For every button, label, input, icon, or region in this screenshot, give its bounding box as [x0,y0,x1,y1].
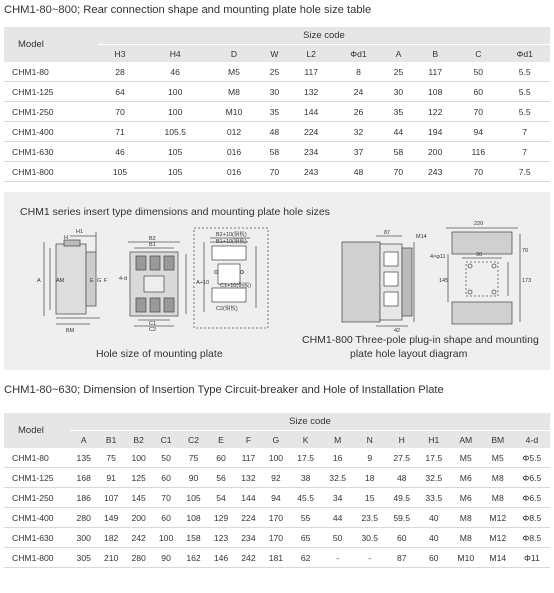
value-cell: 107 [97,488,124,508]
value-cell: 016 [208,162,259,182]
column-header: H1 [418,431,450,449]
size-code-header: Size code [98,27,550,45]
value-cell: 90 [152,548,179,568]
value-cell: 132 [289,82,333,102]
value-cell: 32.5 [418,468,450,488]
model-cell: CHM1-400 [4,508,70,528]
column-header: H4 [142,45,208,63]
table-row [4,162,550,182]
value-cell: 170 [262,528,289,548]
table-row [4,142,550,162]
column-header: A [70,431,97,449]
label-c1-10: C1+10(铜板) [220,283,252,289]
value-cell: 7 [499,142,550,162]
value-cell: 7.5 [499,162,550,182]
value-cell: 40 [418,528,450,548]
value-cell: 60 [418,548,450,568]
label-phi11: 4×φ11 [430,254,446,260]
value-cell: 108 [413,82,457,102]
value-cell: 70 [260,162,289,182]
value-cell: 30 [384,82,413,102]
label-am: AM [56,278,65,284]
value-cell: 8 [333,62,384,82]
value-cell: 70 [152,488,179,508]
value-cell: M8 [482,488,514,508]
table-row [4,62,550,82]
label-42: 42 [394,328,401,334]
model-cell: CHM1-80 [4,448,70,468]
value-cell: 30 [260,82,289,102]
value-cell: 116 [457,142,499,162]
value-cell: 305 [70,548,97,568]
column-header: H3 [98,45,142,63]
value-cell: M5 [450,448,482,468]
value-cell: 5.5 [499,102,550,122]
value-cell: 58 [384,142,413,162]
label-b1: B1 [149,242,156,248]
value-cell: 170 [262,508,289,528]
value-cell: 210 [97,548,124,568]
label-bm: BM [66,328,75,334]
figure-title: CHM1 series insert type dimensions and mounting plate hole sizes [20,206,330,218]
value-cell: 5.5 [499,82,550,102]
value-cell: 012 [208,122,259,142]
value-cell: 158 [180,528,207,548]
dimension-figure-panel [4,192,550,370]
column-header: C [457,45,499,63]
value-cell: 32 [333,122,384,142]
value-cell: Φ8.5 [514,528,550,548]
value-cell: 60 [152,468,179,488]
label-c2: C2 [149,327,157,333]
value-cell: - [322,548,354,568]
value-cell: 125 [125,468,152,488]
column-header: A [384,45,413,63]
value-cell: M5 [482,448,514,468]
value-cell: 27.5 [386,448,418,468]
column-header: K [290,431,322,449]
value-cell: 70 [98,102,142,122]
value-cell: M8 [482,468,514,488]
value-cell: 62 [290,548,322,568]
label-b1-10: B1+10(铜板) [216,239,247,245]
value-cell: 92 [262,468,289,488]
chm1-800-side-drawing [342,236,414,326]
model-cell: CHM1-400 [4,122,98,142]
value-cell: 45.5 [290,488,322,508]
rear-connection-table [4,27,550,182]
value-cell: 58 [260,142,289,162]
label-b2-10: B2+10(铜板) [216,232,247,238]
value-cell: 243 [413,162,457,182]
value-cell: 55 [290,508,322,528]
value-cell: 108 [180,508,207,528]
label-220: 220 [474,221,484,227]
column-header: 4-d [514,431,550,449]
value-cell: 117 [235,448,262,468]
value-cell: 33.5 [418,488,450,508]
value-cell: 122 [413,102,457,122]
insertion-dimension-table [4,413,550,568]
value-cell: 34 [322,488,354,508]
value-cell: 94 [457,122,499,142]
value-cell: 15 [354,488,386,508]
value-cell: 105 [142,142,208,162]
value-cell: M10 [450,548,482,568]
value-cell: 234 [235,528,262,548]
model-cell: CHM1-125 [4,82,98,102]
label-c2-plate: C2(铜板) [216,306,238,312]
value-cell: Φ6.5 [514,468,550,488]
value-cell: 18 [354,468,386,488]
value-cell: M6 [450,468,482,488]
value-cell: 242 [235,548,262,568]
front-view-drawing [128,242,186,326]
label-e: E [90,278,94,284]
value-cell: 59.5 [386,508,418,528]
model-cell: CHM1-125 [4,468,70,488]
model-header: Model [4,413,70,448]
value-cell: 105.5 [142,122,208,142]
label-a-10: A+10 [196,280,209,286]
value-cell: 181 [262,548,289,568]
value-cell: 100 [152,528,179,548]
label-h: H [64,235,68,241]
value-cell: 016 [208,142,259,162]
value-cell: 71 [98,122,142,142]
value-cell: Φ8.5 [514,508,550,528]
value-cell: 200 [413,142,457,162]
column-header: BM [482,431,514,449]
label-g: G [97,278,102,284]
value-cell: 56 [207,468,234,488]
column-header: AM [450,431,482,449]
value-cell: 168 [70,468,97,488]
value-cell: 87 [386,548,418,568]
size-code-header: Size code [70,413,550,431]
value-cell: 144 [289,102,333,122]
model-cell: CHM1-250 [4,488,70,508]
value-cell: M6 [450,488,482,508]
value-cell: 35 [260,102,289,122]
value-cell: 90 [180,468,207,488]
label-a: A [37,278,41,284]
value-cell: 25 [260,62,289,82]
column-header: G [262,431,289,449]
value-cell: M5 [208,62,259,82]
value-cell: M8 [450,508,482,528]
value-cell: 17.5 [418,448,450,468]
value-cell: 146 [207,548,234,568]
value-cell: 30.5 [354,528,386,548]
value-cell: 44 [322,508,354,528]
value-cell: 145 [125,488,152,508]
column-header: F [235,431,262,449]
column-header: Φd1 [333,45,384,63]
caption-chm1-800-line1: CHM1-800 Three-pole plug-in shape and mounting [302,334,539,346]
value-cell: 24 [333,82,384,102]
table-row [4,122,550,142]
value-cell: 123 [207,528,234,548]
column-header: E [207,431,234,449]
table-row [4,528,550,548]
label-m14: M14 [416,234,427,240]
value-cell: 54 [207,488,234,508]
value-cell: 100 [142,102,208,122]
column-header: N [354,431,386,449]
value-cell: 100 [142,82,208,102]
column-header: M [322,431,354,449]
column-header: B [413,45,457,63]
value-cell: 135 [70,448,97,468]
column-header: W [260,45,289,63]
value-cell: M12 [482,508,514,528]
model-cell: CHM1-800 [4,548,70,568]
value-cell: 144 [235,488,262,508]
table-row [4,508,550,528]
column-header: H [386,431,418,449]
value-cell: 224 [235,508,262,528]
value-cell: Φ11 [514,548,550,568]
table-row [4,82,550,102]
value-cell: 50 [457,62,499,82]
value-cell: 280 [125,548,152,568]
value-cell: 16 [322,448,354,468]
label-4d: 4-d [119,276,127,282]
table-row [4,448,550,468]
value-cell: 60 [152,508,179,528]
value-cell: 40 [418,508,450,528]
table-row [4,102,550,122]
column-header: D [208,45,259,63]
model-cell: CHM1-800 [4,162,98,182]
label-h1: H1 [76,229,84,235]
value-cell: 300 [70,528,97,548]
value-cell: 26 [333,102,384,122]
column-header: C2 [180,431,207,449]
value-cell: 35 [384,102,413,122]
value-cell: 9 [354,448,386,468]
value-cell: 194 [413,122,457,142]
column-header: B1 [97,431,124,449]
value-cell: 48 [260,122,289,142]
value-cell: 224 [289,122,333,142]
value-cell: 37 [333,142,384,162]
chm1-800-hole-layout-drawing [446,228,520,324]
value-cell: 75 [97,448,124,468]
value-cell: M8 [208,82,259,102]
value-cell: 91 [97,468,124,488]
value-cell: M8 [450,528,482,548]
label-145: 145 [439,278,449,284]
value-cell: 129 [207,508,234,528]
model-cell: CHM1-630 [4,528,70,548]
model-cell: CHM1-80 [4,62,98,82]
value-cell: 17.5 [290,448,322,468]
value-cell: 182 [97,528,124,548]
value-cell: 38 [290,468,322,488]
value-cell: 186 [70,488,97,508]
value-cell: Φ5.5 [514,448,550,468]
value-cell: 105 [98,162,142,182]
value-cell: 70 [457,102,499,122]
value-cell: 280 [70,508,97,528]
value-cell: 64 [98,82,142,102]
value-cell: 25 [384,62,413,82]
table1-title: CHM1-80~800; Rear connection shape and mounting plate hole size table [4,4,372,16]
value-cell: 200 [125,508,152,528]
value-cell: 46 [98,142,142,162]
value-cell: 50 [322,528,354,548]
value-cell: M14 [482,548,514,568]
label-90: 90 [476,252,483,258]
table-row [4,468,550,488]
value-cell: 117 [289,62,333,82]
value-cell: 117 [413,62,457,82]
value-cell: 162 [180,548,207,568]
value-cell: 105 [142,162,208,182]
value-cell: 234 [289,142,333,162]
value-cell: 23.5 [354,508,386,528]
value-cell: Φ6.5 [514,488,550,508]
table-row [4,548,550,568]
table2-title: CHM1-80~630; Dimension of Insertion Type Circuit-breaker and Hole of Installation Plate [4,384,444,396]
value-cell: M10 [208,102,259,122]
value-cell: 49.5 [386,488,418,508]
value-cell: 65 [290,528,322,548]
value-cell: 75 [180,448,207,468]
value-cell: 70 [384,162,413,182]
table-row [4,488,550,508]
value-cell: 70 [457,162,499,182]
label-87: 87 [384,230,391,236]
column-header: L2 [289,45,333,63]
value-cell: 132 [235,468,262,488]
value-cell: 94 [262,488,289,508]
model-header: Model [4,27,98,62]
value-cell: 60 [386,528,418,548]
caption-chm1-800-line2: plate hole layout diagram [350,348,468,360]
label-b2: B2 [149,236,156,242]
value-cell: 44 [384,122,413,142]
value-cell: 28 [98,62,142,82]
model-cell: CHM1-630 [4,142,98,162]
value-cell: - [354,548,386,568]
label-173: 173 [522,278,532,284]
value-cell: 32.5 [322,468,354,488]
label-c1: C1 [149,321,157,327]
value-cell: 149 [97,508,124,528]
value-cell: 48 [386,468,418,488]
value-cell: 46 [142,62,208,82]
value-cell: 7 [499,122,550,142]
value-cell: 48 [333,162,384,182]
value-cell: 50 [152,448,179,468]
value-cell: 60 [207,448,234,468]
value-cell: 5.5 [499,62,550,82]
value-cell: M12 [482,528,514,548]
value-cell: 100 [262,448,289,468]
model-cell: CHM1-250 [4,102,98,122]
value-cell: 105 [180,488,207,508]
label-f: F [104,278,108,284]
value-cell: 100 [125,448,152,468]
column-header: B2 [125,431,152,449]
value-cell: 242 [125,528,152,548]
label-70: 70 [522,248,529,254]
caption-mounting-plate: Hole size of mounting plate [96,348,223,360]
column-header: Φd1 [499,45,550,63]
column-header: C1 [152,431,179,449]
value-cell: 243 [289,162,333,182]
value-cell: 60 [457,82,499,102]
